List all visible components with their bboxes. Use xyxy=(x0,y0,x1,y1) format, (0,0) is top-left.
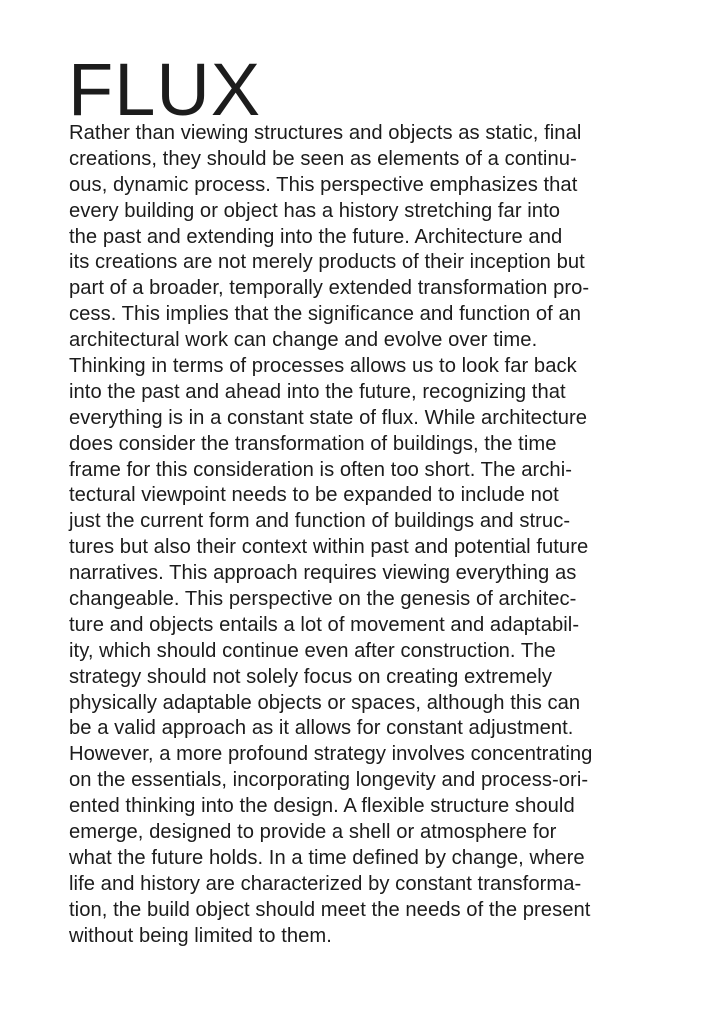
paragraph-line: into the past and ahead into the future, recognizing that xyxy=(69,380,566,403)
paragraph-line: strategy should not solely focus on creating extremely xyxy=(69,665,552,688)
paragraph-line: narratives. This approach requires viewing everything as xyxy=(69,562,577,585)
paragraph-line: changeable. This perspective on the genesis of architec- xyxy=(69,588,577,611)
paragraph-line: ture and objects entails a lot of movement and adaptabil- xyxy=(69,613,580,636)
page-title: FLUX xyxy=(68,48,262,131)
paragraph-line: tion, the build object should meet the needs of the present xyxy=(69,898,591,921)
paragraph-line: life and history are characterized by constant transforma- xyxy=(69,872,582,895)
paragraph-line: just the current form and function of buildings and struc- xyxy=(69,510,571,533)
paragraph-line: tectural viewpoint needs to be expanded to include not xyxy=(69,484,559,507)
paragraph-line: frame for this consideration is often too short. The archi- xyxy=(69,458,573,481)
paragraph-line: everything is in a constant state of flux. While architecture xyxy=(69,406,588,429)
paragraph-line: tures but also their context within past and potential future xyxy=(69,536,589,559)
paragraph-line: on the essentials, incorporating longevity and process-ori- xyxy=(69,769,589,792)
paragraph-line: physically adaptable objects or spaces, although this can xyxy=(69,691,581,714)
paragraph-line: cess. This implies that the significance and function of an xyxy=(69,303,582,326)
paragraph-line: architectural work can change and evolve over time. xyxy=(69,329,538,352)
paragraph-line: every building or object has a history stretching far into xyxy=(69,199,561,222)
paragraph-line: its creations are not merely products of their inception but xyxy=(69,251,585,274)
body-paragraph xyxy=(69,121,699,950)
paragraph-line: Rather than viewing structures and objects as static, final xyxy=(69,122,582,144)
paragraph-line: ented thinking into the design. A flexible structure should xyxy=(69,795,575,818)
paragraph-line: does consider the transformation of buildings, the time xyxy=(69,432,557,455)
paragraph-line: Thinking in terms of processes allows us to look far back xyxy=(69,355,577,378)
paragraph-line: However, a more profound strategy involves concentrating xyxy=(69,743,593,766)
paragraph-line: ity, which should continue even after construction. The xyxy=(69,639,556,662)
paragraph-line: without being limited to them. xyxy=(69,924,332,947)
paragraph-line: emerge, designed to provide a shell or atmosphere for xyxy=(69,821,557,844)
paragraph-line: creations, they should be seen as elements of a continu- xyxy=(69,147,577,170)
paragraph-line: be a valid approach as it allows for constant adjustment. xyxy=(69,717,574,740)
paragraph-line: the past and extending into the future. Architecture and xyxy=(69,225,563,248)
paragraph-line: part of a broader, temporally extended transformation pro- xyxy=(69,277,590,300)
paragraph-line: ous, dynamic process. This perspective emphasizes that xyxy=(69,173,578,196)
paragraph-line: what the future holds. In a time defined by change, where xyxy=(69,846,585,869)
